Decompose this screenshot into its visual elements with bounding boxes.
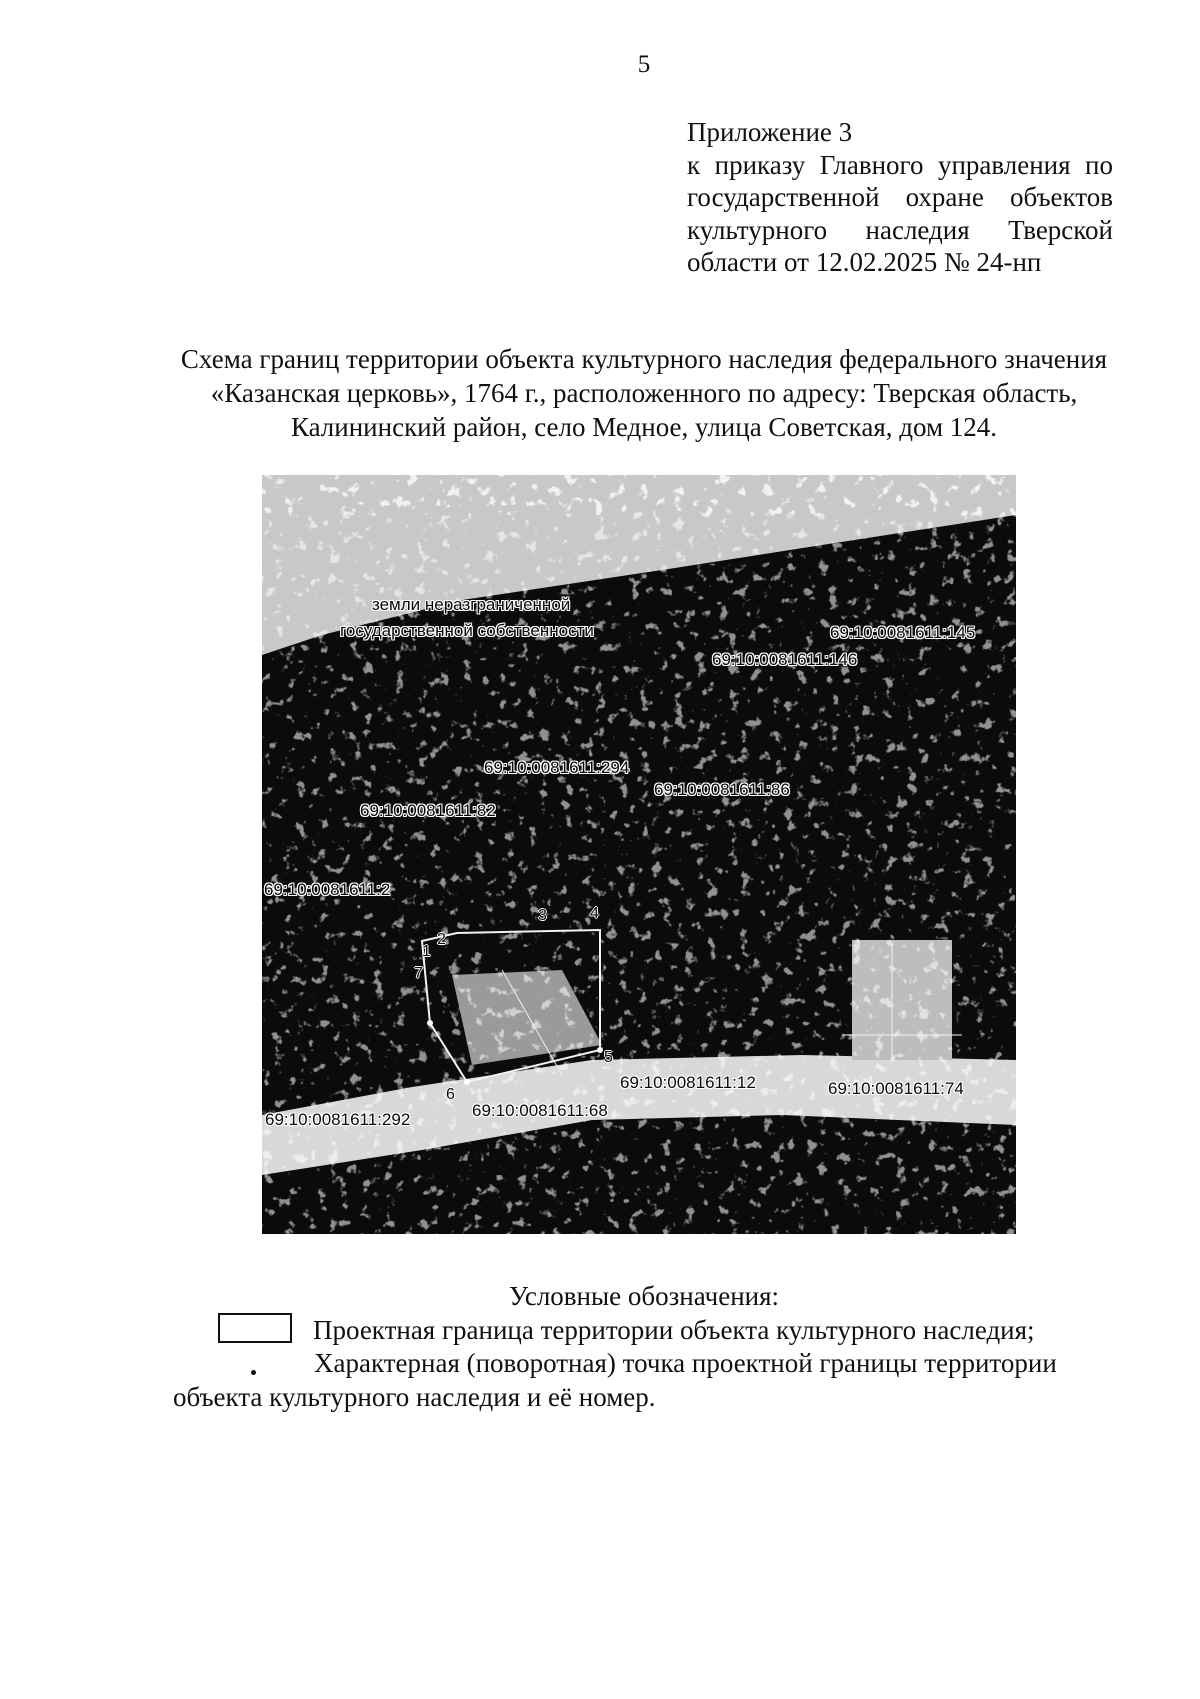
- parcel-label: 69:10:0081611:86: [654, 780, 790, 799]
- legend-point-text: Характерная (поворотная) точка проектной границы территории объекта культурного наследия и её номер.: [173, 1348, 1057, 1412]
- legend-title: Условные обозначения:: [508, 1281, 780, 1311]
- area-label: земли неразграниченной: [372, 595, 571, 614]
- point-number: 1: [422, 943, 431, 960]
- parcel-label: 69:10:0081611:145: [830, 623, 976, 642]
- boundary-symbol: [218, 1313, 292, 1343]
- legend-item-boundary: [218, 1313, 1118, 1347]
- parcel-label: 69:10:0081611:292: [265, 1110, 411, 1129]
- point-number: 5: [604, 1049, 613, 1066]
- area-label: государственной собственности: [340, 621, 594, 640]
- parcel-label: 69:10:0081611:68: [472, 1101, 608, 1120]
- point-number: 3: [538, 907, 547, 924]
- parcel-label: 69:10:0081611:146: [712, 650, 858, 669]
- document-title: Схема границ территории объекта культурного наследия федерального значения «Казанская церковь», 1764 г., расположенного по адресу: Тверская область, Калининский район, село Медное, улица Советская, дом 124.: [180, 344, 1108, 442]
- point-number: 6: [446, 1086, 455, 1103]
- parcel-label: 69:10:0081611:12: [620, 1073, 756, 1092]
- parcel-label: 69:10:0081611:2: [264, 880, 391, 899]
- parcel-label: 69:10:0081611:74: [828, 1079, 964, 1098]
- point-number: 4: [590, 905, 599, 922]
- appendix-block: [687, 116, 1113, 279]
- point-number: 2: [437, 931, 446, 948]
- appendix-title: Приложение 3: [687, 117, 853, 147]
- legend-boundary-text: Проектная граница территории объекта культурного наследия;: [313, 1315, 1035, 1345]
- point-number: 7: [414, 965, 423, 982]
- aerial-map: [262, 475, 1016, 1234]
- boundary-point: [427, 1020, 433, 1026]
- parcel-label: 69:10:0081611:294: [484, 758, 630, 777]
- boundary-point: [464, 1079, 470, 1085]
- legend-item-point: [173, 1346, 1093, 1414]
- point-symbol: [251, 1370, 256, 1375]
- page-number: 5: [637, 51, 651, 78]
- appendix-reference: к приказу Главного управления по государственной охране объектов культурного наследия Тверской области от 12.02.2025 № 24-нп: [687, 149, 1113, 277]
- parcel-label: 69:10:0081611:82: [360, 801, 496, 820]
- boundary-point: [597, 1047, 603, 1053]
